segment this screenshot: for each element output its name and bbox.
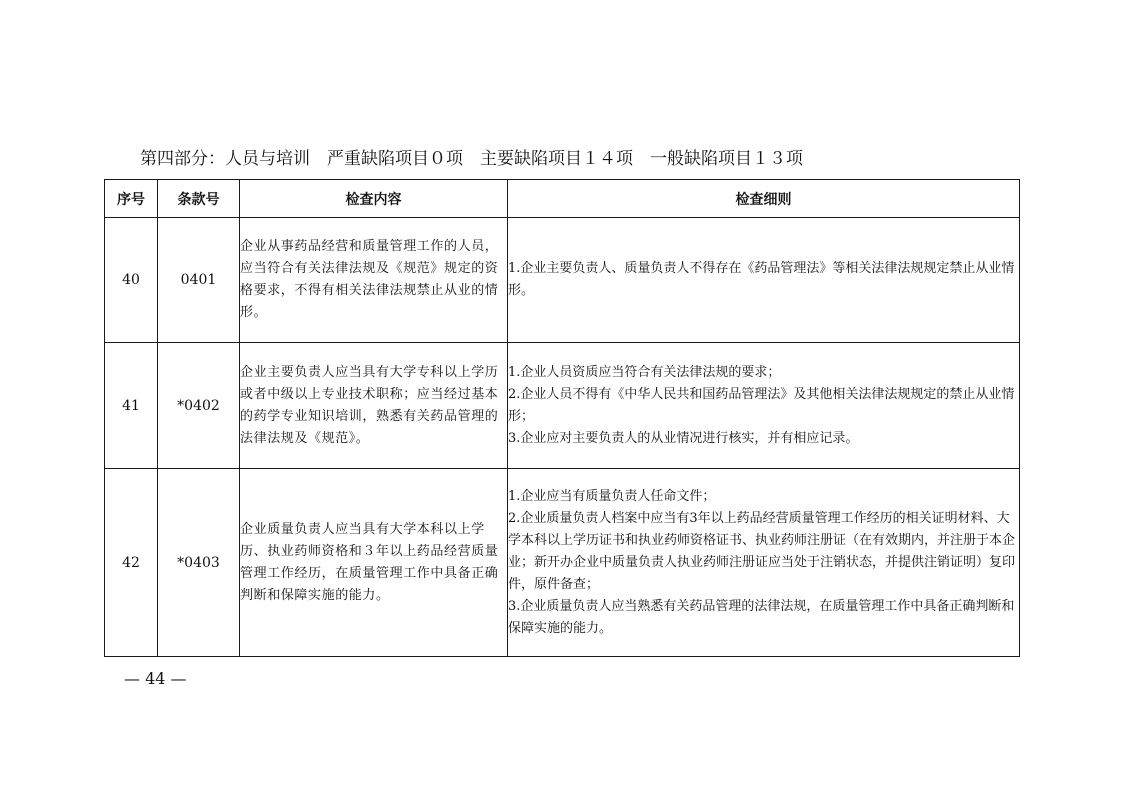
- inspection-table: [104, 179, 1020, 657]
- row-clause: *0403: [158, 469, 240, 657]
- header-no: 序号: [105, 180, 158, 218]
- detail-line: 1.企业主要负责人、质量负责人不得存在《药品管理法》等相关法律法规规定禁止从业情形。: [508, 261, 1015, 298]
- table-row: [105, 218, 1020, 343]
- header-detail: 检查细则: [508, 180, 1020, 218]
- page-number: — 44 —: [124, 669, 187, 688]
- detail-line: 1.企业应当有质量负责人任命文件；: [508, 488, 716, 504]
- detail-line: 2.企业人员不得有《中华人民共和国药品管理法》及其他相关法律法规规定的禁止从业情形；: [508, 386, 1015, 424]
- row-content: 企业质量负责人应当具有大学本科以上学历、执业药师资格和３年以上药品经营质量管理工作经历，在质量管理工作中具备正确判断和保障实施的能力。: [240, 469, 508, 657]
- header-clause: 条款号: [158, 180, 240, 218]
- row-detail: [508, 469, 1020, 657]
- row-content: 企业主要负责人应当具有大学专科以上学历或者中级以上专业技术职称；应当经过基本的药学专业知识培训，熟悉有关药品管理的法律法规及《规范》。: [240, 343, 508, 469]
- row-clause: 0401: [158, 218, 240, 343]
- table-row: [105, 343, 1020, 469]
- row-number: 41: [105, 343, 158, 469]
- row-detail: [508, 343, 1020, 469]
- row-number: 42: [105, 469, 158, 657]
- table-row: [105, 469, 1020, 657]
- detail-line: 3.企业质量负责人应当熟悉有关药品管理的法律法规，在质量管理工作中具备正确判断和保障实施的能力。: [508, 598, 1015, 636]
- detail-line: 3.企业应对主要负责人的从业情况进行核实，并有相应记录。: [508, 430, 859, 446]
- detail-line: 1.企业人员资质应当符合有关法律法规的要求；: [508, 364, 781, 380]
- row-detail: [508, 218, 1020, 343]
- detail-line: 2.企业质量负责人档案中应当有3年以上药品经营质量管理工作经历的相关证明材料、大学本科以上学历证书和执业药师资格证书、执业药师注册证（在有效期内，并注册于本企业；新开办企业中质量负责人执业药师注册证应当处于注销状态，并提供注销证明）复印件，原件备查；: [508, 510, 1016, 592]
- row-content: 企业从事药品经营和质量管理工作的人员，应当符合有关法律法规及《规范》规定的资格要求，不得有相关法律法规禁止从业的情形。: [240, 218, 508, 343]
- row-number: 40: [105, 218, 158, 343]
- row-clause: *0402: [158, 343, 240, 469]
- section-heading: 第四部分：人员与培训 严重缺陷项目０项 主要缺陷项目１４项 一般缺陷项目１３项: [140, 149, 803, 169]
- header-content: 检查内容: [240, 180, 508, 218]
- table-header-row: [105, 180, 1020, 218]
